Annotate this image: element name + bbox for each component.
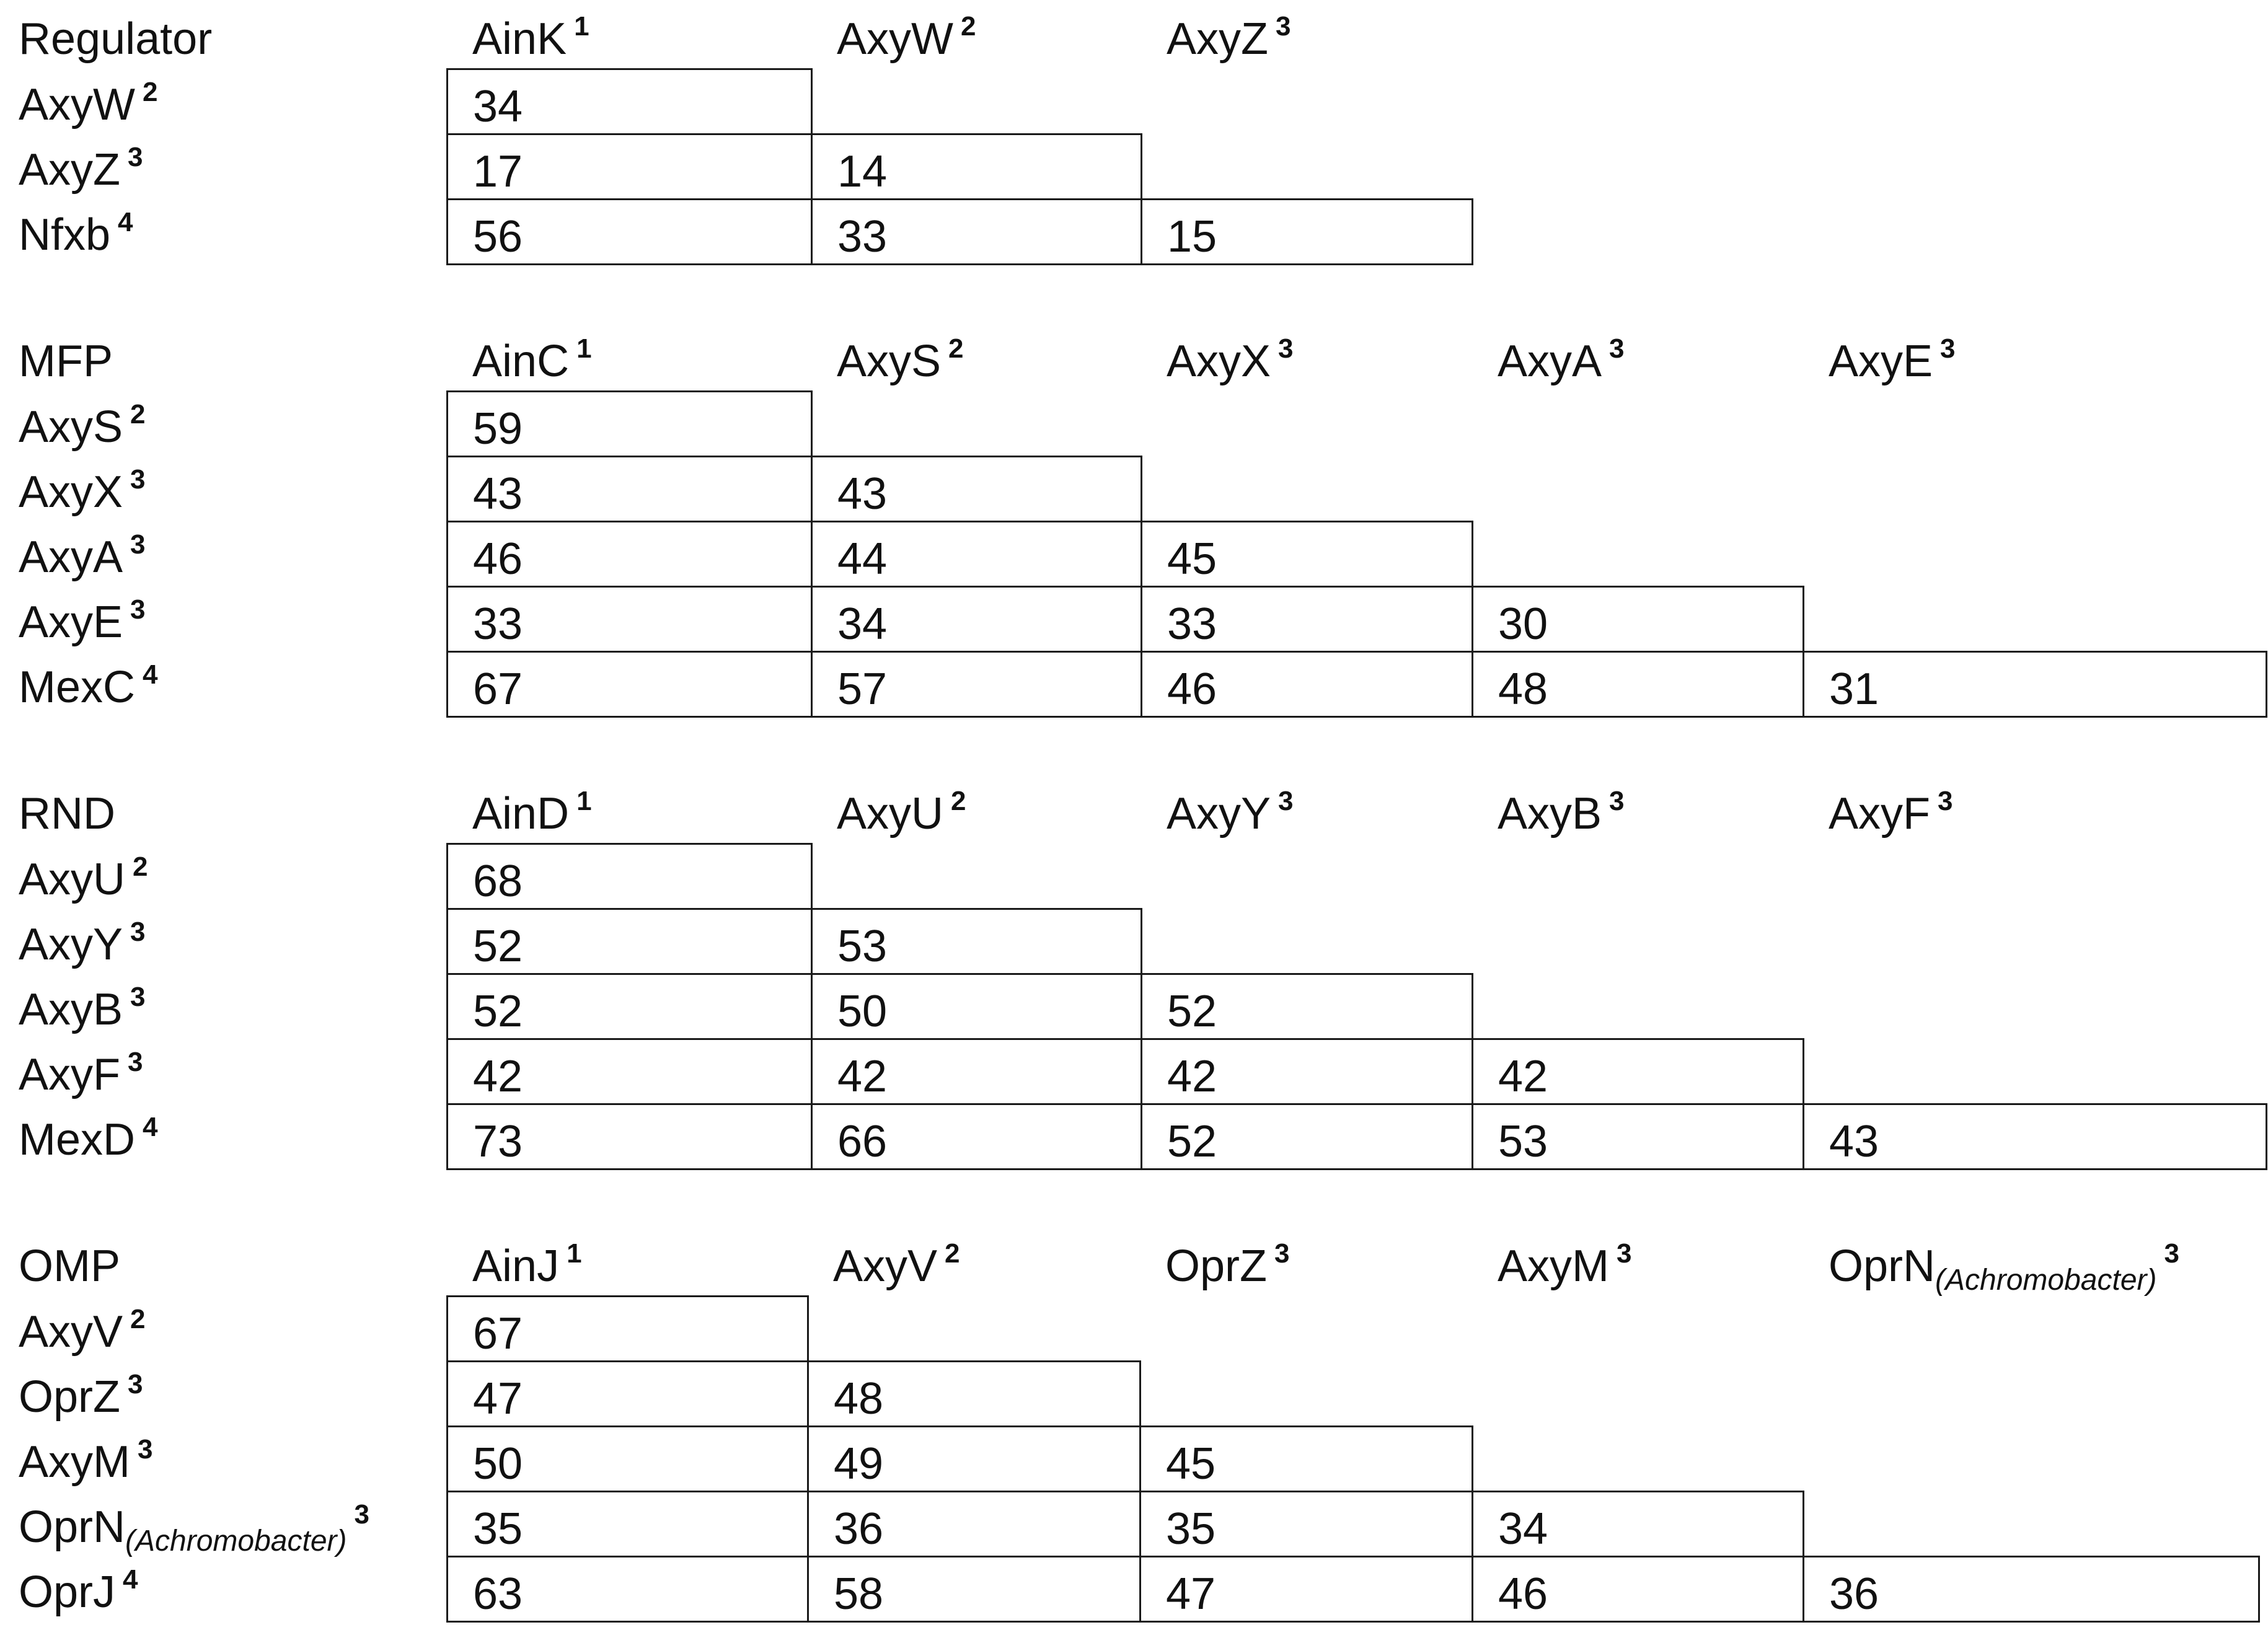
column-header-text: AxyB (1498, 789, 1602, 839)
cell-value: 67 (473, 1309, 523, 1359)
matrix-cell (446, 456, 813, 522)
matrix-cell (446, 651, 813, 718)
matrix-cell (1141, 1103, 1473, 1170)
row-label-footnote: 3 (128, 1369, 143, 1399)
matrix-cell (1472, 1103, 1804, 1170)
column-header-text: AinC (472, 337, 570, 386)
matrix-cell (1472, 1491, 1804, 1557)
cell-value: 31 (1829, 664, 1879, 714)
row-label-text: AxyB (19, 985, 123, 1034)
cell-value: 57 (837, 664, 888, 714)
matrix-cell (811, 521, 1142, 588)
column-header-footnote: 3 (1276, 11, 1291, 42)
column-header (1829, 333, 1956, 386)
column-header-text: AinD (472, 789, 570, 839)
row-label (19, 1499, 369, 1557)
row-label (19, 659, 158, 712)
cell-value: 49 (834, 1439, 884, 1489)
cell-value: 48 (834, 1374, 884, 1424)
row-label (19, 1564, 138, 1617)
row-label-footnote: 3 (130, 464, 146, 495)
column-header (472, 1238, 582, 1291)
column-header (1167, 333, 1294, 386)
cell-value: 66 (837, 1117, 888, 1166)
matrix-cell (446, 843, 813, 910)
column-header-footnote: 3 (1278, 333, 1294, 364)
column-header-footnote: 2 (948, 333, 964, 364)
column-header (837, 333, 964, 386)
matrix-cell (1141, 198, 1473, 265)
cell-value: 56 (473, 212, 523, 262)
matrix-cell (446, 1103, 813, 1170)
cell-value: 47 (1166, 1569, 1216, 1619)
matrix-cell (1141, 651, 1473, 718)
column-header (1165, 1238, 1290, 1291)
matrix-cell (446, 133, 813, 200)
row-label (19, 917, 146, 969)
row-label-footnote: 3 (130, 982, 146, 1012)
row-label-text: AxyV (19, 1307, 123, 1357)
column-header (472, 333, 592, 386)
matrix-cell (1141, 973, 1473, 1040)
column-header-text: AxyF (1829, 789, 1931, 839)
column-header-text: AxyE (1829, 337, 1933, 386)
cell-value: 52 (473, 922, 523, 971)
matrix-cell (1141, 586, 1473, 653)
column-header-text: AxyM (1498, 1241, 1609, 1291)
row-label (19, 852, 148, 904)
cell-value: 50 (837, 987, 888, 1036)
matrix-cell (811, 586, 1142, 653)
cell-value: 45 (1166, 1439, 1216, 1489)
matrix-cell (811, 198, 1142, 265)
row-label-footnote: 3 (138, 1434, 153, 1465)
row-label (19, 1047, 143, 1099)
column-header-footnote: 3 (1609, 786, 1625, 816)
row-label-text: AxyZ (19, 145, 121, 195)
row-label (19, 1434, 153, 1487)
cell-value: 43 (837, 469, 888, 519)
row-label (19, 207, 133, 260)
matrix-cell (446, 973, 813, 1040)
column-header-footnote: 3 (1940, 333, 1956, 364)
row-label-text: OprJ (19, 1567, 116, 1617)
cell-value: 68 (473, 857, 523, 906)
matrix-cell (811, 1103, 1142, 1170)
cell-value: 47 (473, 1374, 523, 1424)
cell-value: 46 (1498, 1569, 1548, 1619)
column-header-footnote: 3 (2164, 1238, 2179, 1269)
section-title: OMP (19, 1241, 121, 1291)
cell-value: 59 (473, 404, 523, 454)
matrix-cell (811, 456, 1142, 522)
column-header-text: AxyX (1167, 337, 1271, 386)
cell-value: 36 (834, 1504, 884, 1554)
matrix-cell (446, 1295, 809, 1362)
column-header-text: AxyW (837, 14, 953, 64)
cell-value: 53 (837, 922, 888, 971)
matrix-cell (446, 198, 813, 265)
section-title: RND (19, 789, 115, 839)
matrix-cell (446, 908, 813, 975)
cell-value: 58 (834, 1569, 884, 1619)
matrix-cell (1139, 1556, 1473, 1623)
cell-value: 73 (473, 1117, 523, 1166)
column-header-text: AxyY (1167, 789, 1271, 839)
column-header-footnote: 1 (574, 11, 589, 42)
matrix-cell (1472, 1038, 1804, 1105)
matrix-cell (1472, 651, 1804, 718)
cell-value: 34 (837, 599, 888, 649)
column-header-text: OprZ (1165, 1241, 1268, 1291)
column-header-footnote: 3 (1274, 1238, 1290, 1269)
cell-value: 52 (1167, 1117, 1217, 1166)
matrix-cell (446, 1360, 809, 1427)
column-header-text: AxyU (837, 789, 944, 839)
column-header (837, 786, 966, 839)
row-label (19, 1304, 146, 1357)
row-label (19, 464, 146, 517)
row-label-footnote: 3 (354, 1499, 369, 1530)
cell-value: 43 (1829, 1117, 1879, 1166)
row-label-text: OprZ (19, 1372, 121, 1422)
column-header-subscript: (Achromobacter) (1935, 1264, 2157, 1297)
cell-value: 33 (1167, 599, 1217, 649)
column-header (1498, 786, 1625, 839)
row-label-text: AxyX (19, 467, 123, 517)
row-label-text: AxyA (19, 532, 123, 582)
section-title: Regulator (19, 14, 213, 64)
matrix-cell (1472, 586, 1804, 653)
column-header (1829, 1238, 2179, 1297)
row-label-text: AxyY (19, 920, 123, 969)
row-label (19, 982, 146, 1034)
column-header-text: OprN (1829, 1241, 1936, 1291)
row-label-footnote: 2 (142, 77, 158, 107)
row-label-text: AxyF (19, 1050, 121, 1099)
matrix-cell (446, 1425, 809, 1492)
column-header-footnote: 3 (1609, 333, 1625, 364)
column-header-footnote: 2 (951, 786, 966, 816)
matrix-cell (446, 1038, 813, 1105)
row-label-footnote: 2 (130, 1304, 146, 1334)
row-label-footnote: 3 (130, 594, 146, 625)
matrix-cell (446, 521, 813, 588)
cell-value: 34 (473, 82, 523, 131)
cell-value: 35 (473, 1504, 523, 1554)
row-label-footnote: 4 (143, 1112, 158, 1142)
matrix-cell (1139, 1425, 1473, 1492)
cell-value: 52 (473, 987, 523, 1036)
cell-value: 46 (1167, 664, 1217, 714)
row-label (19, 529, 146, 582)
column-header-text: AxyS (837, 337, 942, 386)
row-label (19, 399, 146, 452)
cell-value: 44 (837, 534, 888, 584)
cell-value: 33 (473, 599, 523, 649)
cell-value: 14 (837, 147, 888, 196)
column-header-footnote: 3 (1617, 1238, 1632, 1269)
cell-value: 35 (1166, 1504, 1216, 1554)
column-header-text: AxyV (833, 1241, 938, 1291)
matrix-cell (1802, 1556, 2260, 1623)
row-label-footnote: 3 (130, 529, 146, 560)
row-label-text: AxyE (19, 597, 123, 647)
column-header-text: AxyZ (1167, 14, 1269, 64)
matrix-cell (1802, 651, 2267, 718)
column-header (1167, 786, 1294, 839)
column-header (1829, 786, 1953, 839)
cell-value: 17 (473, 147, 523, 196)
cell-value: 67 (473, 664, 523, 714)
cell-value: 45 (1167, 534, 1217, 584)
row-label-text: AxyS (19, 402, 123, 452)
row-label-text: AxyM (19, 1437, 130, 1487)
matrix-cell (807, 1491, 1141, 1557)
row-label (19, 594, 146, 647)
column-header-footnote: 3 (1938, 786, 1953, 816)
cell-value: 43 (473, 469, 523, 519)
row-label (19, 1112, 158, 1165)
cell-value: 63 (473, 1569, 523, 1619)
column-header-footnote: 3 (1278, 786, 1294, 816)
matrix-cell (1141, 1038, 1473, 1105)
matrix-cell (1141, 521, 1473, 588)
matrix-cell (807, 1556, 1141, 1623)
column-header (837, 11, 976, 64)
row-label-footnote: 2 (130, 399, 146, 430)
cell-value: 34 (1498, 1504, 1548, 1554)
column-header-text: AxyA (1498, 337, 1602, 386)
row-label-footnote: 3 (130, 917, 146, 947)
matrix-cell (446, 390, 813, 457)
row-label-footnote: 3 (128, 142, 143, 172)
matrix-cell (446, 68, 813, 135)
row-label-text: Nfxb (19, 210, 111, 260)
matrix-cell (446, 586, 813, 653)
matrix-cell (1139, 1491, 1473, 1557)
row-label-text: MexC (19, 663, 136, 712)
column-header-text: AinK (472, 14, 567, 64)
matrix-cell (1472, 1556, 1804, 1623)
column-header-footnote: 1 (576, 333, 592, 364)
row-label-footnote: 4 (118, 207, 133, 237)
row-label-text: OprN (19, 1502, 126, 1552)
matrix-cell (811, 973, 1142, 1040)
matrix-cell (811, 908, 1142, 975)
cell-value: 48 (1498, 664, 1548, 714)
cell-value: 46 (473, 534, 523, 584)
section-title: MFP (19, 337, 113, 386)
row-label (19, 77, 158, 130)
column-header (833, 1238, 960, 1291)
cell-value: 42 (1498, 1052, 1548, 1101)
row-label (19, 142, 143, 195)
cell-value: 42 (837, 1052, 888, 1101)
row-label (19, 1369, 143, 1422)
row-label-footnote: 3 (128, 1047, 143, 1077)
column-header (472, 11, 589, 64)
column-header-footnote: 2 (960, 11, 976, 42)
cell-value: 15 (1167, 212, 1217, 262)
matrix-cell (807, 1360, 1141, 1427)
cell-value: 52 (1167, 987, 1217, 1036)
row-label-text: AxyW (19, 80, 135, 130)
row-label-footnote: 2 (133, 852, 148, 882)
column-header (472, 786, 592, 839)
column-header-footnote: 2 (945, 1238, 960, 1269)
row-label-footnote: 4 (143, 659, 158, 690)
matrix-cell (811, 651, 1142, 718)
matrix-cell (811, 1038, 1142, 1105)
cell-value: 50 (473, 1439, 523, 1489)
column-header (1167, 11, 1291, 64)
row-label-footnote: 4 (123, 1564, 138, 1595)
column-header-footnote: 1 (576, 786, 592, 816)
row-label-text: MexD (19, 1115, 136, 1165)
cell-value: 30 (1498, 599, 1548, 649)
column-header (1498, 1238, 1632, 1291)
matrix-cell (446, 1556, 809, 1623)
matrix-cell (807, 1425, 1141, 1492)
column-header-footnote: 1 (567, 1238, 582, 1269)
matrix-cell (811, 133, 1142, 200)
row-label-subscript: (Achromobacter) (125, 1525, 347, 1557)
cell-value: 36 (1829, 1569, 1879, 1619)
row-label-text: AxyU (19, 855, 126, 904)
matrix-cell (446, 1491, 809, 1557)
cell-value: 42 (473, 1052, 523, 1101)
column-header (1498, 333, 1625, 386)
column-header-text: AinJ (472, 1241, 560, 1291)
cell-value: 42 (1167, 1052, 1217, 1101)
cell-value: 53 (1498, 1117, 1548, 1166)
cell-value: 33 (837, 212, 888, 262)
matrix-cell (1802, 1103, 2267, 1170)
